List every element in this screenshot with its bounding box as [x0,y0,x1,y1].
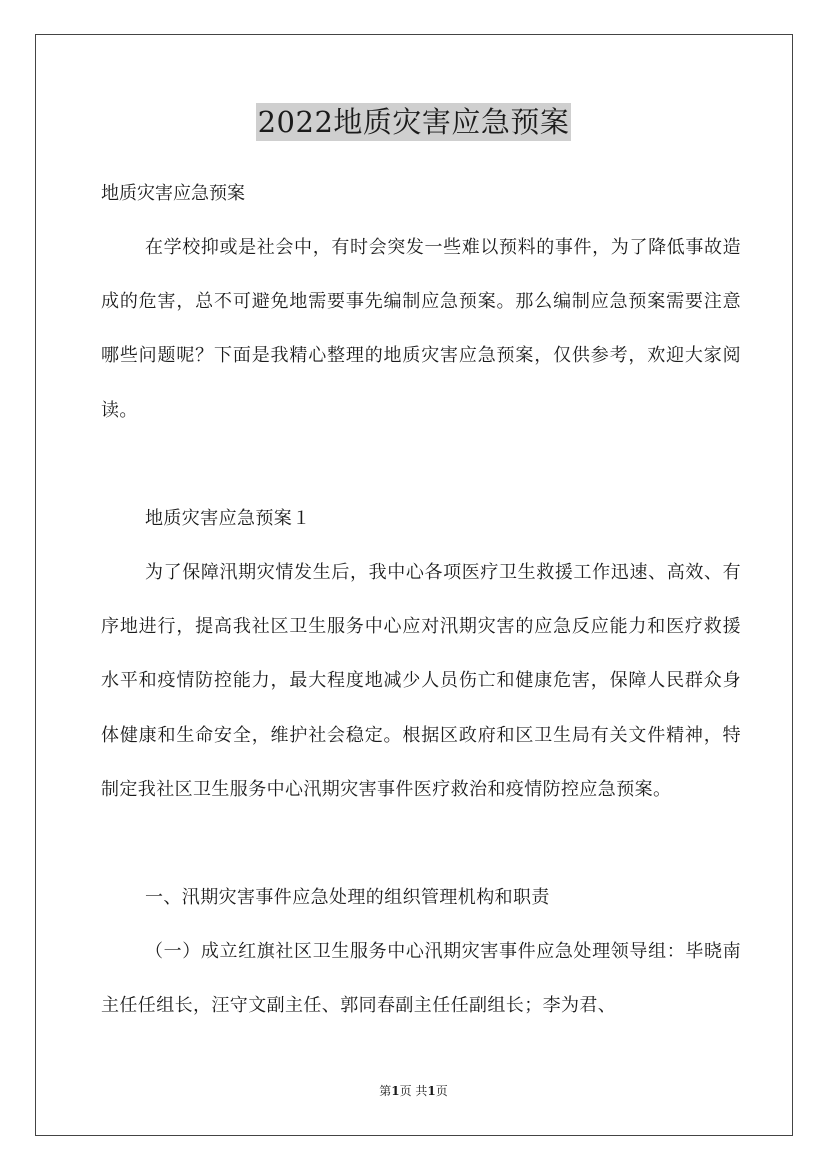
document-title-text: 2022地质灾害应急预案 [257,105,570,139]
subsection-paragraph: （一）成立红旗社区卫生服务中心汛期灾害事件应急处理领导组：毕晓南主任任组长，汪守文副主任、郭同春副主任任副组长；李为君、 [101,941,741,1017]
document-title [0,102,827,142]
document-subtitle: 地质灾害应急预案 [101,183,245,204]
footer-prefix: 第 [379,1084,392,1098]
purpose-paragraph: 为了保障汛期灾情发生后，我中心各项医疗卫生救援工作迅速、高效、有序地进行，提高我社区卫生服务中心应对汛期灾害的应急反应能力和医疗救援水平和疫情防控能力，最大程度地减少人员伤亡和健康危害，保障人民群众身体健康和生命安全，维护社会稳定。根据区政府和区卫生局有关文件精神，特制定我社区卫生服务中心汛期灾害事件医疗救治和疫情防控应急预案。 [101,562,741,800]
section-heading: 一、汛期灾害事件应急处理的组织管理机构和职责 [145,887,550,908]
plan-heading: 地质灾害应急预案１ [145,508,311,529]
footer-page-current: 1 [391,1084,400,1098]
footer-mid: 页 共 [399,1084,428,1098]
intro-paragraph: 在学校抑或是社会中，有时会突发一些难以预料的事件，为了降低事故造成的危害，总不可避免地需要事先编制应急预案。那么编制应急预案需要注意哪些问题呢？下面是我精心整理的地质灾害应急预案，仅供参考，欢迎大家阅读。 [101,237,741,421]
footer-suffix: 页 [435,1084,448,1098]
footer-page-total: 1 [427,1084,436,1098]
page-footer [0,1083,827,1099]
